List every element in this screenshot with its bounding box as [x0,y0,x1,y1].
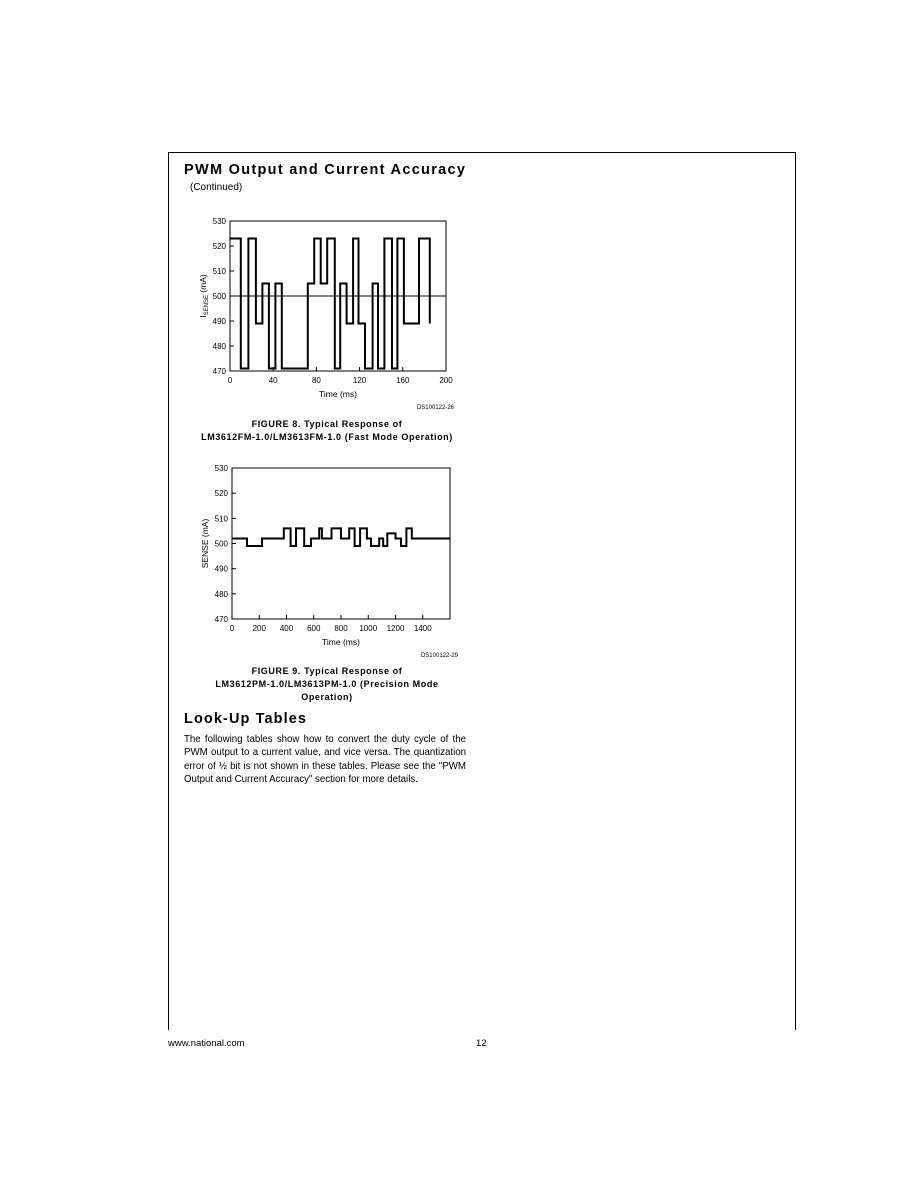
lookup-tables-paragraph: The following tables show how to convert the duty cycle of the PWM output to a current value, and vice versa. The quantization error of ½ bit is not shown in these tables. Please see the "PWM Output and Current Accuracy" section for more details. [184,734,466,786]
x-tick-label: 1400 [413,624,432,633]
plot-frame [232,468,450,619]
section-title: PWM Output and Current Accuracy [184,162,467,178]
y-axis-label: SENSE (mA) [200,518,210,569]
x-tick-label: 600 [307,624,321,633]
figure9-caption [182,665,472,704]
y-tick-label: 500 [214,539,228,549]
x-tick-label: 200 [252,624,266,633]
y-tick-label: 490 [214,564,228,574]
y-axis-label: $I_{SENSE}$ (mA) [198,274,210,318]
x-tick-label: 200 [439,376,453,385]
y-tick-label: 510 [214,514,228,524]
y-tick-label: 510 [212,267,226,276]
series-line [230,239,430,369]
series-line [232,528,450,546]
x-tick-label: 1000 [359,624,378,633]
lookup-tables-title: Look-Up Tables [184,711,308,727]
figure9-chart [190,460,480,665]
figure8-caption [182,418,472,444]
y-tick-label: 480 [214,589,228,599]
page-frame-right [795,152,796,1030]
y-tick-label: 490 [212,317,226,326]
footer-page-number: 12 [476,1038,487,1049]
figure9-caption-line3: Operation) [301,692,353,702]
y-tick-label: 470 [212,367,226,376]
y-tick-label: 530 [214,464,228,473]
x-tick-label: 1200 [386,624,405,633]
figure8-caption-line2: LM3612FM-1.0/LM3613FM-1.0 (Fast Mode Operation) [201,432,453,442]
x-axis-label: Time (ms) [322,637,360,647]
x-tick-label: 400 [279,624,294,633]
y-tick-label: 530 [212,217,226,226]
page-frame-top [168,152,796,153]
footer-website: www.national.com [168,1038,245,1049]
x-tick-label: 80 [311,376,321,385]
y-tick-label: 500 [212,292,226,301]
x-tick-label: 800 [334,624,348,633]
y-tick-label: 520 [212,242,226,251]
figure9-caption-line1: FIGURE 9. Typical Response of [251,666,403,676]
y-tick-label: 470 [214,615,228,624]
x-tick-label: 160 [396,376,410,385]
x-tick-label: 120 [352,376,367,385]
figure8-chart [190,212,480,412]
section-subtitle: (Continued) [190,182,243,193]
x-tick-label: 0 [229,624,235,633]
x-tick-label: 40 [268,376,278,385]
x-tick-label: 0 [227,376,233,385]
page-frame-left [168,152,169,1030]
figure8-caption-line1: FIGURE 8. Typical Response of [251,419,403,429]
figure-code: DS100122-29 [420,653,458,659]
y-tick-label: 480 [212,342,226,351]
figure-code: DS100122-26 [416,405,454,411]
y-tick-label: 520 [214,489,228,499]
figure9-caption-line2: LM3612PM-1.0/LM3613PM-1.0 (Precision Mode [215,679,439,689]
x-axis-label: Time (ms) [319,389,357,399]
